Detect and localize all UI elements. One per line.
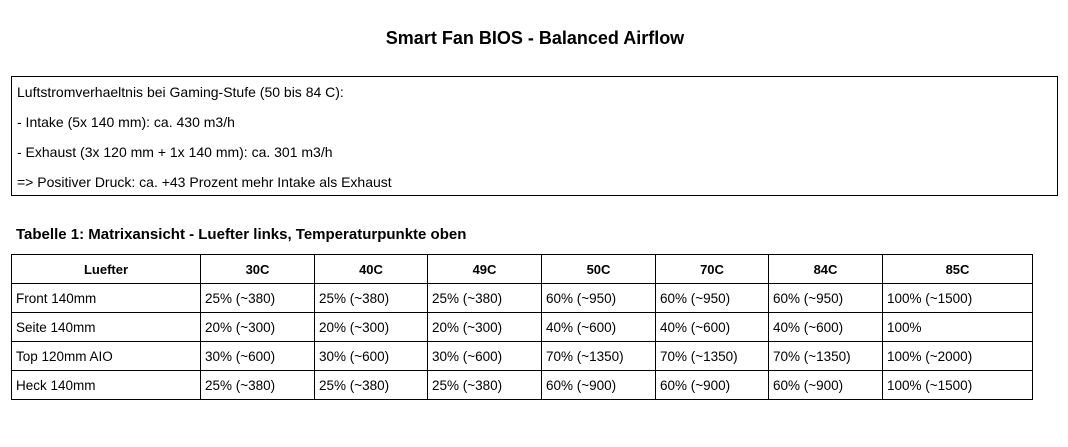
document-title: Smart Fan BIOS - Balanced Airflow bbox=[385, 28, 685, 48]
table-cell: 60% (~950) bbox=[656, 284, 769, 313]
header-temp-30: 30C bbox=[201, 255, 315, 284]
header-temp-49: 49C bbox=[428, 255, 542, 284]
table-cell: 25% (~380) bbox=[201, 284, 315, 313]
table-cell: 30% (~600) bbox=[201, 342, 315, 371]
table-header-row bbox=[12, 255, 1033, 284]
header-fan: Luefter bbox=[12, 255, 201, 284]
info-line-pressure: => Positiver Druck: ca. +43 Prozent mehr Intake als Exhaust bbox=[17, 174, 392, 190]
table-cell: 60% (~950) bbox=[769, 284, 883, 313]
table-cell: 20% (~300) bbox=[201, 313, 315, 342]
header-temp-85: 85C bbox=[883, 255, 1033, 284]
table-cell: 70% (~1350) bbox=[769, 342, 883, 371]
info-line-exhaust: - Exhaust (3x 120 mm + 1x 140 mm): ca. 301 m3/h bbox=[17, 144, 333, 160]
table-cell: 60% (~950) bbox=[542, 284, 656, 313]
table-cell: 25% (~380) bbox=[428, 284, 542, 313]
table-cell: 70% (~1350) bbox=[656, 342, 769, 371]
header-temp-40: 40C bbox=[315, 255, 428, 284]
table-row bbox=[12, 284, 1033, 313]
row-label-cell: Front 140mm bbox=[12, 284, 201, 313]
table-cell: 25% (~380) bbox=[428, 371, 542, 400]
table-row bbox=[12, 371, 1033, 400]
table-cell: 40% (~600) bbox=[769, 313, 883, 342]
table-cell: 20% (~300) bbox=[428, 313, 542, 342]
table-row bbox=[12, 342, 1033, 371]
table-cell: 30% (~600) bbox=[428, 342, 542, 371]
row-label-cell: Top 120mm AIO bbox=[12, 342, 201, 371]
table-row bbox=[12, 313, 1033, 342]
header-temp-84: 84C bbox=[769, 255, 883, 284]
table-cell: 100% (~1500) bbox=[883, 284, 1033, 313]
fan-matrix-table bbox=[11, 254, 1033, 400]
table-caption: Tabelle 1: Matrixansicht - Luefter links, Temperaturpunkte oben bbox=[16, 226, 467, 243]
header-temp-70: 70C bbox=[656, 255, 769, 284]
table-cell: 25% (~380) bbox=[201, 371, 315, 400]
info-line-intake: - Intake (5x 140 mm): ca. 430 m3/h bbox=[17, 114, 235, 130]
table-cell: 25% (~380) bbox=[315, 371, 428, 400]
table-cell: 25% (~380) bbox=[315, 284, 428, 313]
table-cell: 40% (~600) bbox=[656, 313, 769, 342]
table-cell: 60% (~900) bbox=[769, 371, 883, 400]
row-label-cell: Heck 140mm bbox=[12, 371, 201, 400]
airflow-info-box bbox=[11, 76, 1058, 196]
table-cell: 100% (~1500) bbox=[883, 371, 1033, 400]
table-cell: 60% (~900) bbox=[542, 371, 656, 400]
table-cell: 30% (~600) bbox=[315, 342, 428, 371]
table-cell: 100% bbox=[883, 313, 1033, 342]
info-line-ratio: Luftstromverhaeltnis bei Gaming-Stufe (50 bis 84 C): bbox=[17, 84, 344, 100]
table-cell: 70% (~1350) bbox=[542, 342, 656, 371]
table-cell: 40% (~600) bbox=[542, 313, 656, 342]
table-cell: 100% (~2000) bbox=[883, 342, 1033, 371]
header-temp-50: 50C bbox=[542, 255, 656, 284]
row-label-cell: Seite 140mm bbox=[12, 313, 201, 342]
table-cell: 60% (~900) bbox=[656, 371, 769, 400]
table-cell: 20% (~300) bbox=[315, 313, 428, 342]
